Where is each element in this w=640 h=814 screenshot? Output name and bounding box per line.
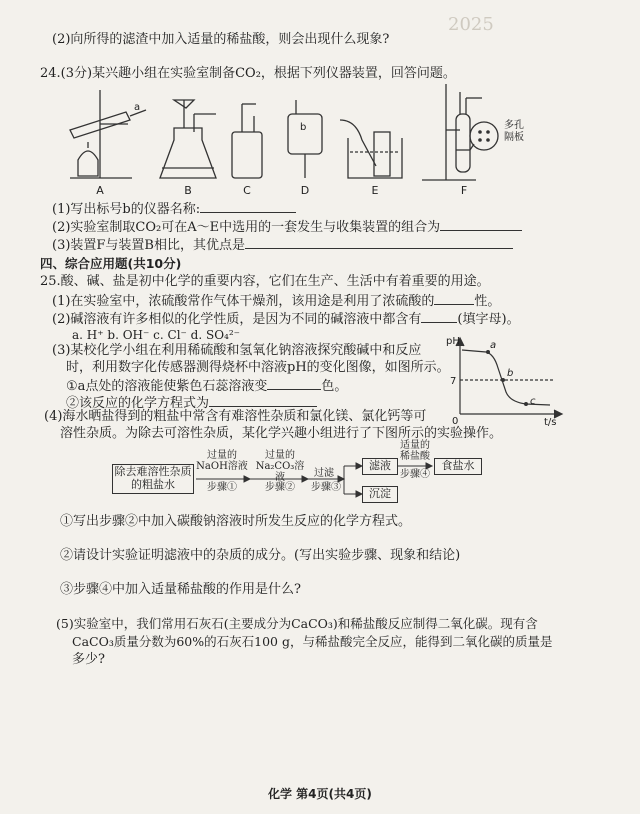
q24-sub2-blank[interactable]	[440, 218, 522, 231]
q24-sub1	[52, 200, 296, 218]
graph-point-a-label: a	[490, 340, 497, 351]
apparatus-label-e: E	[371, 184, 379, 197]
flow-end-box: 食盐水	[434, 458, 482, 475]
q25-sub3-line2: 时，利用数字化传感器测得烧杯中溶液pH的变化图像，如图所示。	[66, 360, 450, 375]
q24-stem: 24.(3分)某兴趣小组在实验室制备CO₂，根据下列仪器装置，回答问题。	[40, 66, 456, 81]
q25-sub3-q2-blank[interactable]	[209, 394, 317, 407]
q25-stem: 25.酸、碱、盐是初中化学的重要内容，它们在生产、生活中有着重要的用途。	[40, 274, 490, 289]
q25-sub2-blank[interactable]	[421, 310, 457, 323]
q25-sub4-line1: (4)海水晒盐得到的粗盐中常含有难溶性杂质和氯化镁、氯化钙等可	[44, 409, 427, 424]
q25-sub5-line2: CaCO₃质量分数为60%的石灰石100 g，与稀盐酸完全反应，能得到二氧化碳的质量是	[72, 634, 553, 649]
apparatus-c	[232, 104, 262, 178]
apparatus-label-a: A	[96, 184, 104, 197]
q25-sub3-line1: (3)某校化学小组在利用稀硫酸和氢氧化钠溶液探究酸碱中和反应	[52, 343, 422, 358]
point-b	[501, 378, 505, 382]
q25-sub3-q1	[66, 377, 347, 395]
apparatus-label-c: C	[243, 184, 251, 197]
flow-arrow3-top: 过滤	[314, 468, 334, 479]
graph-point-b-label: b	[507, 368, 514, 379]
q25-sub3-q2-text: ②该反应的化学方程式为	[66, 396, 210, 411]
graph-xlabel: t/s	[544, 417, 557, 426]
q25-sub1-blank[interactable]	[434, 292, 474, 305]
graph-ylabel: pH	[446, 336, 460, 347]
flow-arrow4-bot: 步骤④	[400, 469, 430, 480]
ph-curve	[462, 350, 550, 405]
section-4-heading: 四、综合应用题(共10分)	[40, 256, 182, 271]
q24-sub2-text: (2)实验室制取CO₂可在A～E中选用的一套发生与收集装置的组合为	[52, 220, 441, 235]
q25-sub4-line2: 溶性杂质。为除去可溶性杂质，某化学兴趣小组进行了下图所示的实验操作。	[60, 426, 503, 441]
q25-sub3-q1-blank[interactable]	[267, 377, 321, 390]
point-c	[524, 402, 528, 406]
flow-arrow1-bot: 步骤①	[207, 482, 237, 493]
flow-arrow2-bot: 步骤②	[265, 482, 295, 493]
q25-sub1-tail: 性。	[474, 294, 501, 309]
label-a: a	[134, 102, 141, 113]
flow-filtrate-box: 滤液	[362, 458, 398, 475]
q25-sub1	[52, 292, 500, 310]
q25-sub3-q1-tail: 色。	[321, 379, 348, 394]
apparatus-figure	[56, 80, 546, 198]
q25-sub2-text: (2)碱溶液有许多相似的化学性质，是因为不同的碱溶液中都含有	[52, 312, 422, 327]
apparatus-label-d: D	[300, 184, 310, 197]
apparatus-label-f: F	[460, 184, 468, 197]
apparatus-e	[340, 120, 402, 178]
page-footer: 化学 第4页(共4页)	[268, 787, 372, 801]
flow-precipitate-box: 沉淀	[362, 486, 398, 503]
perforated-label: 多孔	[504, 120, 524, 131]
graph-ytick: 7	[450, 376, 457, 387]
q25-sub2-tail: (填字母)。	[457, 312, 520, 327]
perforated-label-2: 隔板	[504, 132, 524, 143]
apparatus-label-b: B	[184, 184, 192, 197]
q24-sub3	[52, 236, 513, 254]
apparatus-d	[288, 100, 322, 178]
q25-sub5-line3: 多少?	[72, 652, 105, 667]
flow-arrow2-top: 过量的Na₂CO₃溶液	[255, 450, 305, 483]
flow-chart	[108, 440, 538, 506]
flow-arrow1-top: 过量的NaOH溶液	[196, 450, 248, 472]
flow-arrow4-top: 适量的稀盐酸	[400, 440, 430, 462]
q24-sub3-text: (3)装置F与装置B相比，其优点是	[52, 238, 245, 253]
ph-graph	[446, 334, 566, 426]
q25-sub4-q3: ③步骤④中加入适量稀盐酸的作用是什么?	[60, 582, 301, 597]
flow-start-box: 除去难溶性杂质的粗盐水	[112, 464, 194, 494]
graph-point-c-label: c	[530, 396, 536, 407]
q25-sub4-q1: ①写出步骤②中加入碳酸钠溶液时所发生反应的化学方程式。	[60, 514, 412, 529]
q24-sub1-blank[interactable]	[200, 200, 296, 213]
prev-question-part2: (2)向所得的滤渣中加入适量的稀盐酸，则会出现什么现象?	[52, 32, 390, 47]
q24-sub1-text: (1)写出标号b的仪器名称:	[52, 202, 201, 217]
q25-options: a. H⁺ b. OH⁻ c. Cl⁻ d. SO₄²⁻	[72, 328, 240, 342]
q25-sub4-q2: ②请设计实验证明滤液中的杂质的成分。(写出实验步骤、现象和结论)	[60, 548, 461, 563]
graph-origin: 0	[452, 416, 459, 426]
show-through-text: 2025	[448, 14, 494, 35]
q25-sub3-q1-text: ①a点处的溶液能使紫色石蕊溶液变	[66, 379, 268, 394]
flow-arrow3-bot: 步骤③	[311, 482, 341, 493]
q25-sub2	[52, 310, 520, 328]
q25-sub5-line1: (5)实验室中，我们常用石灰石(主要成分为CaCO₃)和稀盐酸反应制得二氧化碳。现有含	[56, 616, 538, 631]
apparatus-b	[160, 100, 216, 178]
label-b: b	[300, 122, 307, 133]
q25-sub1-text: (1)在实验室中，浓硫酸常作气体干燥剂，该用途是利用了浓硫酸的	[52, 294, 435, 309]
q24-sub3-blank[interactable]	[245, 236, 513, 249]
q24-sub2	[52, 218, 522, 236]
